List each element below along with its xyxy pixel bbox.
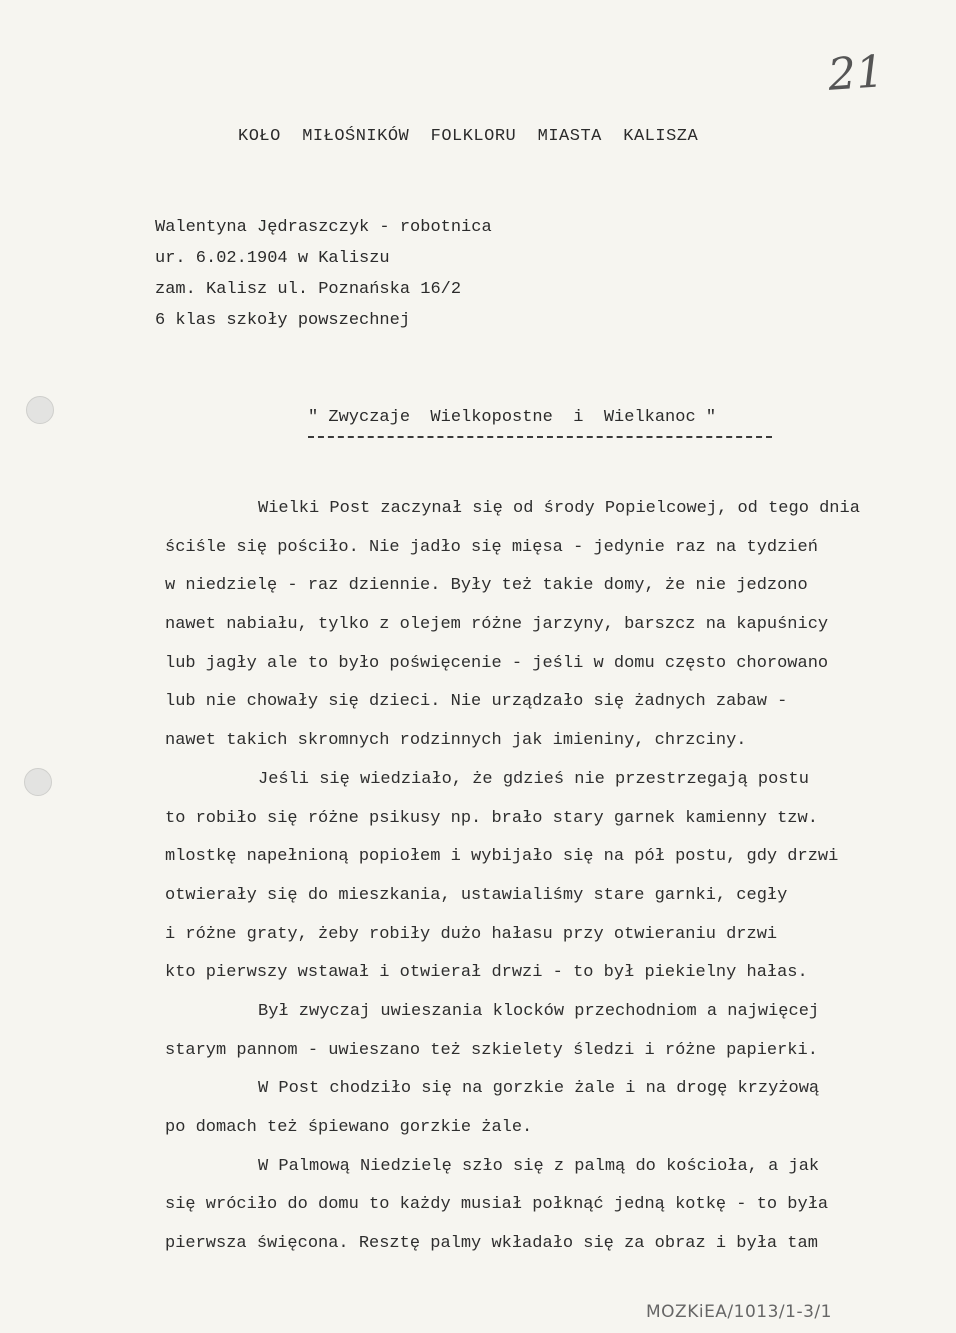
text-line: nawet nabiału, tylko z olejem różne jarzyny, barszcz na kapuśnicy bbox=[165, 615, 829, 635]
text-line: starym pannom - uwieszano też szkielety śledzi i różne papierki. bbox=[165, 1040, 818, 1060]
text-line: to robiło się różne psikusy np. brało stary garnek kamienny tzw. bbox=[165, 808, 818, 828]
punch-hole bbox=[26, 396, 54, 424]
text-line: W Palmową Niedzielę szło się z palmą do kościoła, a jak bbox=[258, 1156, 820, 1176]
author-address: zam. Kalisz ul. Poznańska 16/2 bbox=[155, 280, 462, 299]
text-line: po domach też śpiewano gorzkie żale. bbox=[165, 1118, 533, 1137]
text-line: w niedzielę - raz dziennie. Były też takie domy, że nie jedzono bbox=[165, 576, 808, 596]
punch-hole bbox=[24, 768, 52, 796]
text-line: nawet takich skromnych rodzinnych jak imieniny, chrzciny. bbox=[165, 731, 747, 751]
title-underline bbox=[308, 436, 772, 438]
text-line: i różne graty, żeby robiły dużo hałasu przy otwieraniu drzwi bbox=[165, 924, 778, 944]
text-line: W Post chodziło się na gorzkie żale i na drogę krzyżową bbox=[258, 1079, 820, 1099]
text-line: się wróciło do domu to każdy musiał połknąć jedną kotkę - to była bbox=[165, 1195, 829, 1215]
text-line: Jeśli się wiedziało, że gdzieś nie przestrzegają postu bbox=[258, 769, 809, 789]
text-line: kto pierwszy wstawał i otwierał drwzi - to był piekielny hałas. bbox=[165, 963, 808, 983]
text-line: lub jagły ale to było poświęcenie - jeśli w domu często chorowano bbox=[165, 653, 829, 673]
archive-stamp: MOZKiEA/1013/1-3/1 bbox=[646, 1302, 832, 1322]
text-line: otwierały się do mieszkania, ustawialiśmy stare garnki, cegły bbox=[165, 885, 788, 905]
author-birth: ur. 6.02.1904 w Kaliszu bbox=[155, 249, 390, 268]
text-line: mlostkę napełnioną popiołem i wybijało się na pół postu, gdy drzwi bbox=[165, 847, 839, 867]
author-block bbox=[155, 216, 492, 340]
text-line: ściśle się pościło. Nie jadło się mięsa - jedynie raz na tydzień bbox=[165, 537, 818, 557]
author-name: Walentyna Jędraszczyk - robotnica bbox=[155, 218, 492, 237]
text-line: lub nie chowały się dzieci. Nie urządzało się żadnych zabaw - bbox=[165, 692, 788, 712]
author-education: 6 klas szkoły powszechnej bbox=[155, 311, 411, 330]
handwritten-page-number: 21 bbox=[826, 46, 886, 101]
document-title: " Zwyczaje Wielkopostne i Wielkanoc " bbox=[308, 408, 717, 427]
body-text bbox=[165, 494, 955, 1268]
text-line: Był zwyczaj uwieszania klocków przechodniom a najwięcej bbox=[258, 1001, 820, 1021]
text-line: Wielki Post zaczynał się od środy Popielcowej, od tego dnia bbox=[258, 499, 860, 518]
text-line: pierwsza święcona. Resztę palmy wkładało się za obraz i była tam bbox=[165, 1234, 818, 1254]
organization-header: KOŁO MIŁOŚNIKÓW FOLKLORU MIASTA KALISZA bbox=[238, 127, 699, 146]
